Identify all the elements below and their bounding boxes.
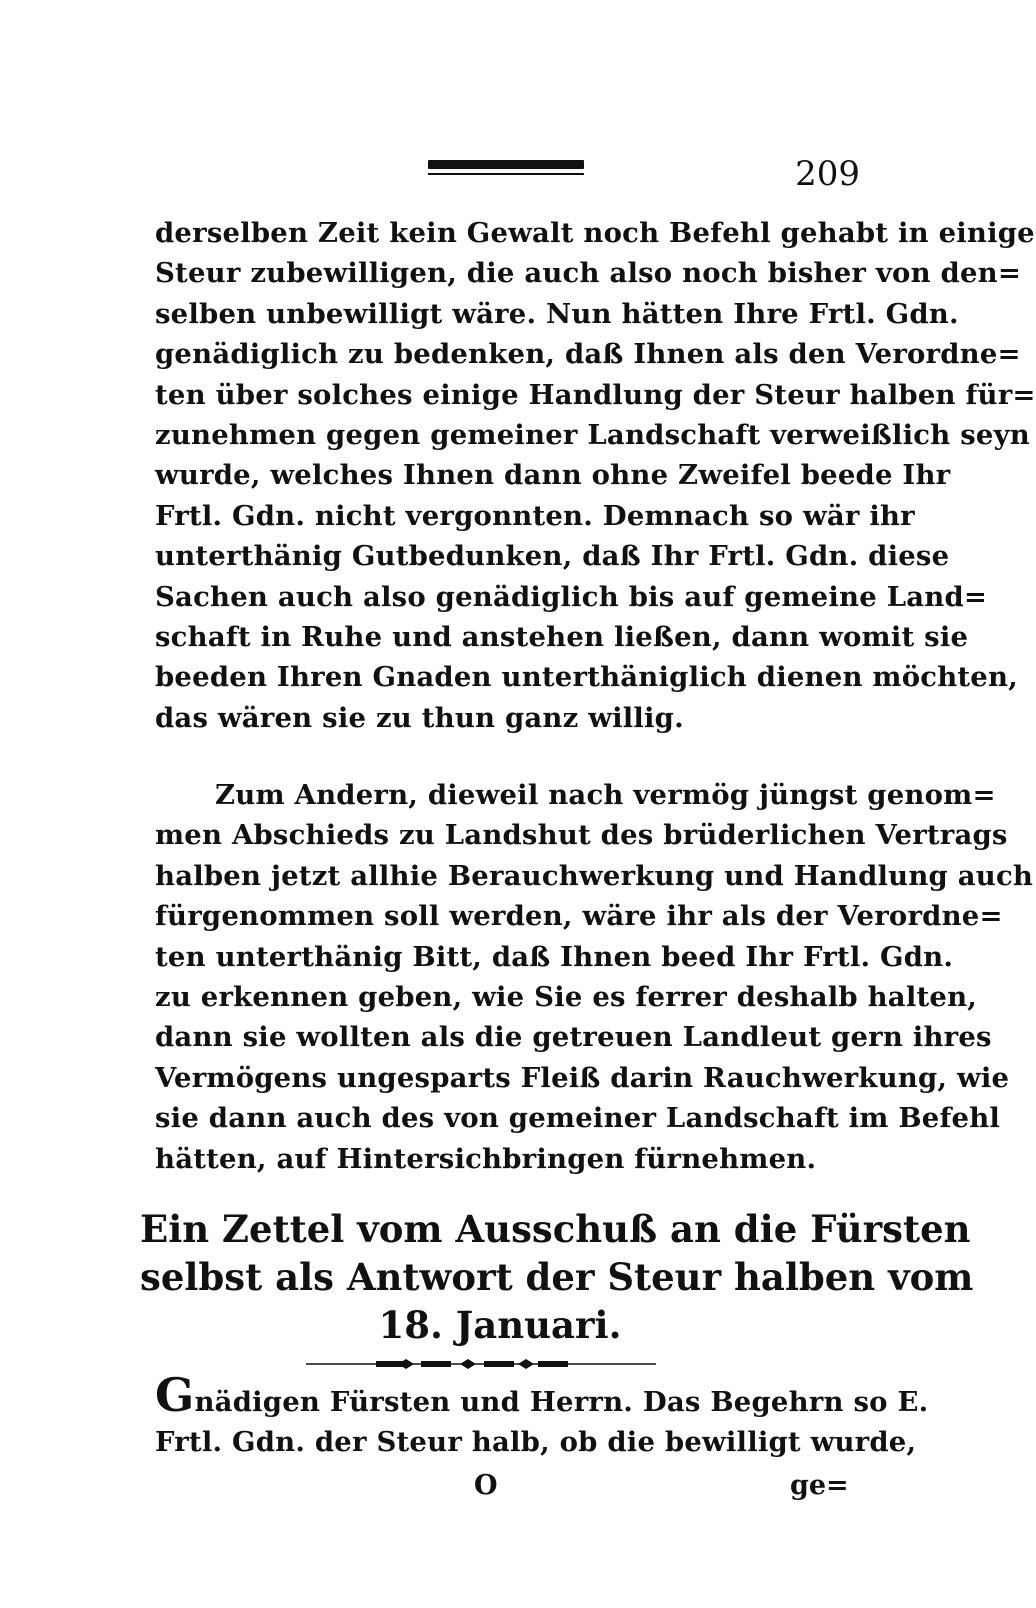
heading-line: 18. Januari. bbox=[378, 1303, 622, 1347]
text-line: wurde, welches Ihnen dann ohne Zweifel beede Ihr bbox=[155, 459, 951, 492]
header-rule-thick bbox=[428, 160, 584, 169]
text-line: fürgenommen soll werden, wäre ihr als der Verordne= bbox=[155, 900, 1003, 933]
page-footer bbox=[0, 1470, 1000, 1510]
text-line: Zum Andern, dieweil nach vermög jüngst genom= bbox=[215, 779, 996, 811]
text-line: zu erkennen geben, wie Sie es ferrer deshalb halten, bbox=[155, 981, 978, 1014]
text-line: Frtl. Gdn. der Steur halb, ob die bewilligt wurde, bbox=[155, 1426, 917, 1459]
text-line: derselben Zeit kein Gewalt noch Befehl gehabt in einige bbox=[155, 217, 1035, 249]
section-heading bbox=[140, 1205, 974, 1349]
text-line bbox=[155, 1368, 929, 1422]
ornamental-rule bbox=[306, 1358, 656, 1370]
paragraph-3 bbox=[155, 1368, 929, 1463]
text-line: Steur zubewilligen, die auch also noch bisher von den= bbox=[155, 257, 1022, 290]
catchword: ge= bbox=[790, 1470, 849, 1501]
text-line: zunehmen gegen gemeiner Landschaft verweißlich seyn bbox=[155, 419, 1030, 452]
initial-letter: G bbox=[155, 1368, 195, 1422]
paragraph-2 bbox=[155, 775, 1034, 1179]
text-line: unterthänig Gutbedunken, daß Ihr Frtl. Gdn. diese bbox=[155, 540, 950, 573]
signature-mark: O bbox=[474, 1470, 498, 1501]
text-line: ten unterthänig Bitt, daß Ihnen beed Ihr Frtl. Gdn. bbox=[155, 940, 954, 973]
text-line: Vermögens ungesparts Fleiß darin Rauchwerkung, wie bbox=[155, 1061, 1010, 1094]
text-line: schaft in Ruhe und anstehen ließen, dann womit sie bbox=[155, 621, 969, 654]
text-line: Sachen auch also genädiglich bis auf gemeine Land= bbox=[155, 580, 988, 613]
text-line: halben jetzt allhie Berauchwerkung und Handlung auch bbox=[155, 859, 1034, 892]
text-line: sie dann auch des von gemeiner Landschaft im Befehl bbox=[155, 1102, 1001, 1135]
text-line-rest: nädigen Fürsten und Herrn. Das Begehrn so E. bbox=[194, 1386, 929, 1418]
text-line: hätten, auf Hintersichbringen fürnehmen. bbox=[155, 1142, 817, 1175]
paragraph-1 bbox=[155, 213, 1036, 738]
header-rule-thin bbox=[428, 173, 584, 175]
text-line: dann sie wollten als die getreuen Landleut gern ihres bbox=[155, 1021, 992, 1054]
header-rule bbox=[428, 160, 584, 175]
text-line: men Abschieds zu Landshut des brüderlichen Vertrags bbox=[155, 819, 1008, 852]
text-line: Frtl. Gdn. nicht vergonnten. Demnach so wär ihr bbox=[155, 499, 915, 532]
text-line: genädiglich zu bedenken, daß Ihnen als den Verordne= bbox=[155, 338, 1021, 371]
page-number: 209 bbox=[795, 154, 860, 194]
text-line: ten über solches einige Handlung der Steur halben für= bbox=[155, 378, 1036, 411]
text-line: das wären sie zu thun ganz willig. bbox=[155, 701, 684, 734]
text-line: selben unbewilligt wäre. Nun hätten Ihre Frtl. Gdn. bbox=[155, 297, 959, 330]
heading-line: selbst als Antwort der Steur halben vom bbox=[140, 1255, 974, 1299]
heading-line: Ein Zettel vom Ausschuß an die Fürsten bbox=[140, 1207, 971, 1251]
text-line: beeden Ihren Gnaden unterthäniglich dienen möchten, bbox=[155, 661, 1018, 694]
